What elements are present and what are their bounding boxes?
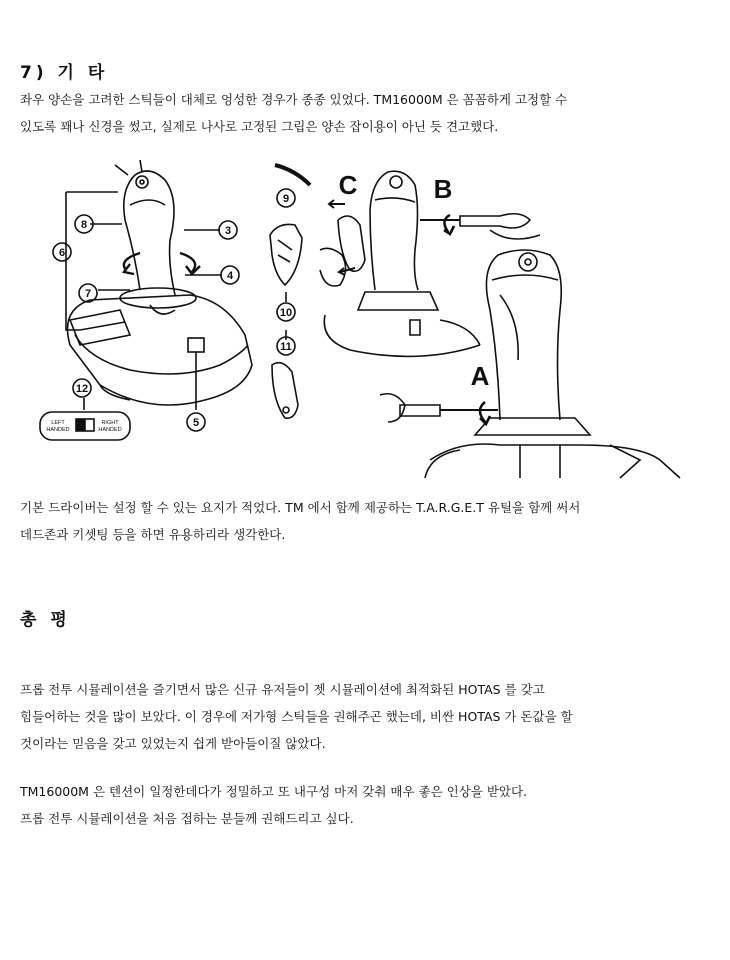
callout-12: 12 (75, 383, 89, 395)
review-p2-line-2: 프롭 전투 시뮬레이션을 처음 접하는 분들께 권해드리고 싶다. (20, 811, 354, 826)
callout-4: 4 (226, 270, 234, 282)
section-heading-review: 총 평 (20, 610, 71, 630)
driver-paragraph (20, 494, 692, 548)
callout-9: 9 (282, 193, 290, 205)
step-label-b: B (433, 174, 453, 204)
joystick-diagram (20, 160, 710, 480)
parts-middle-illustration (270, 165, 310, 418)
step-label-a: A (470, 361, 490, 391)
review-paragraph-2 (20, 778, 692, 832)
switch-right-label-line1: RIGHT (101, 420, 119, 426)
review-p2-line-1: TM16000M 은 텐션이 일정한데다가 정밀하고 또 내구성 마저 갖춰 매우 좋은 인상을 받았다. (20, 784, 528, 799)
review-p1-line-2: 힘들어하는 것을 많이 보았다. 이 경우에 저가형 스틱들을 권해주곤 했는데, 비싼 HOTAS 가 돈값을 할 (20, 709, 573, 724)
callout-3: 3 (224, 225, 232, 237)
callout-7: 7 (84, 288, 92, 300)
switch-right-label-line2: HANDED (98, 427, 122, 433)
driver-line-2: 데드존과 키셋팅 등을 하면 유용하리라 생각한다. (20, 527, 286, 542)
callout-11: 11 (280, 341, 292, 353)
callout-10: 10 (279, 307, 293, 319)
driver-line-1: 기본 드라이버는 설정 할 수 있는 요지가 적었다. TM 에서 함께 제공하는 T.A.R.G.E.T 유틸을 함께 써서 (20, 500, 581, 515)
section-heading-misc: 7) 기 타 (20, 63, 109, 83)
switch-left-label-line1: LEFT (51, 420, 65, 426)
switch-left-label-line2: HANDED (46, 427, 70, 433)
callout-6: 6 (58, 247, 66, 259)
joystick-left-illustration (40, 160, 252, 440)
review-p1-line-3: 것이라는 믿음을 갖고 있었는지 쉽게 받아들이질 않았다. (20, 736, 326, 751)
review-p1-line-1: 프롭 전투 시뮬레이션을 즐기면서 많은 신규 유저들이 젯 시뮬레이션에 최적화된 HOTAS 를 갖고 (20, 682, 545, 697)
misc-line-2: 있도록 꽤나 신경을 썼고, 실제로 나사로 고정된 그립은 양손 잡이용이 아닌 듯 견고했다. (20, 119, 499, 134)
callout-8: 8 (80, 219, 88, 231)
misc-paragraph (20, 86, 692, 140)
misc-line-1: 좌우 양손을 고려한 스틱들이 대체로 엉성한 경우가 종종 있었다. TM16000M 은 꼼꼼하게 고정할 수 (20, 92, 568, 107)
assembly-lower-illustration (380, 250, 680, 478)
review-paragraph-1 (20, 676, 692, 757)
callout-5: 5 (192, 417, 200, 429)
step-label-c: C (338, 170, 358, 200)
